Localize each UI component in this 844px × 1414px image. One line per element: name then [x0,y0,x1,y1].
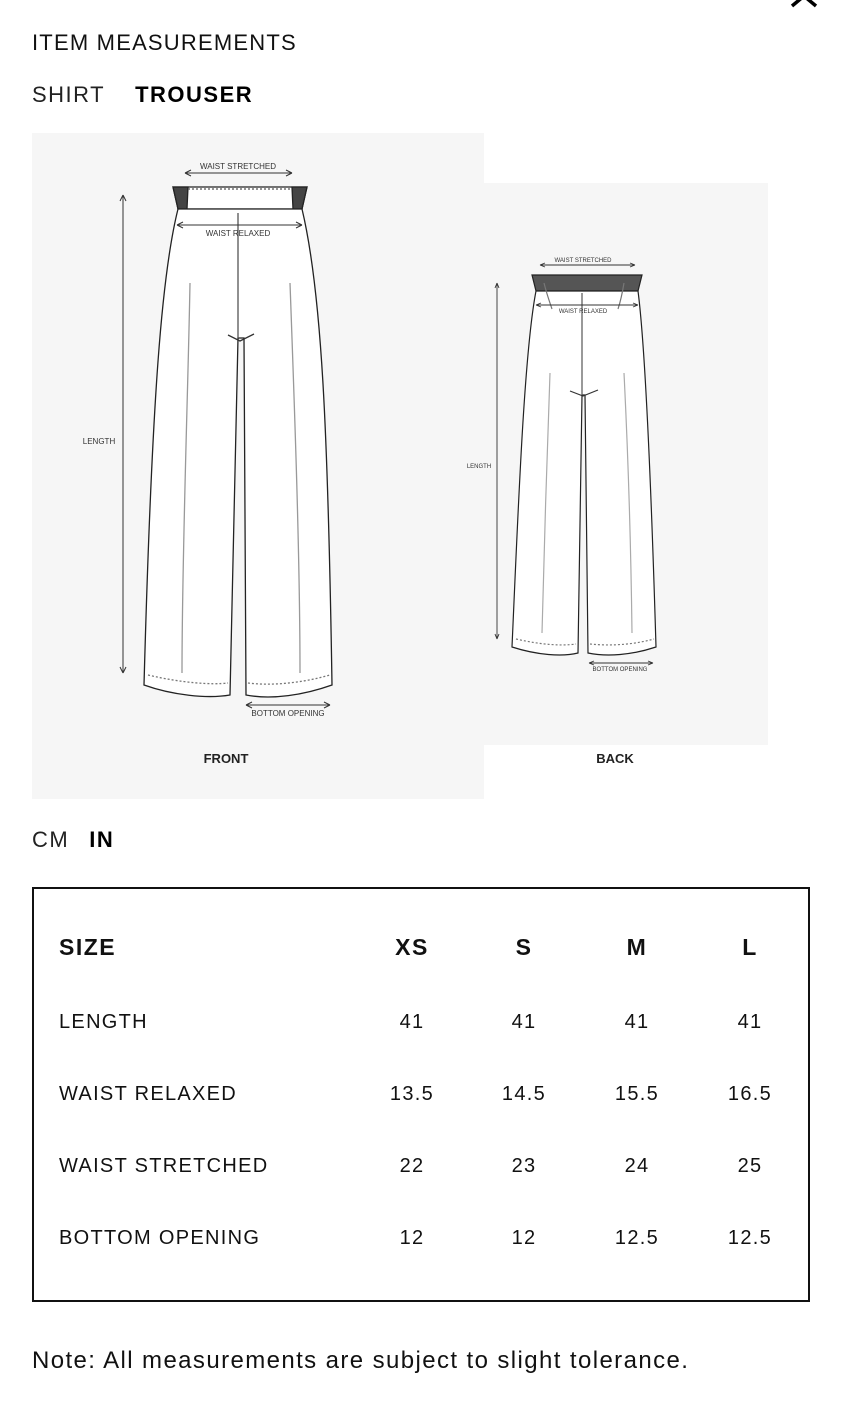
trouser-diagram [32,133,768,799]
page-title: ITEM MEASUREMENTS [32,30,297,55]
back-bottom-opening-label: BOTTOM OPENING [592,667,648,673]
table-cell: 12.5 [727,1227,773,1249]
tab-trouser[interactable]: TROUSER [135,82,254,107]
table-cell: 41 [399,1011,425,1033]
row-label: LENGTH [59,1011,148,1033]
front-waist-stretched-label: WAIST STRETCHED [199,162,277,171]
table-cell: 41 [737,1011,763,1033]
back-waist-stretched-label: WAIST STRETCHED [554,258,612,264]
size-header-m: M [626,934,648,960]
table-cell: 16.5 [727,1083,773,1105]
table-cell: 12.5 [614,1227,660,1249]
unit-in-button[interactable]: IN [89,827,115,852]
tolerance-note: Note: All measurements are subject to slight tolerance. [32,1347,690,1374]
table-row [34,1011,808,1041]
table-cell: 24 [624,1155,650,1177]
table-cell: 22 [399,1155,425,1177]
table-cell: 13.5 [389,1083,435,1105]
tab-shirt[interactable]: SHIRT [32,82,106,107]
table-row [34,1227,808,1257]
table-header-row [34,934,808,964]
table-cell: 15.5 [614,1083,660,1105]
size-header-l: L [742,934,758,960]
garment-tabs [32,82,253,108]
table-cell: 14.5 [501,1083,547,1105]
unit-cm-button[interactable]: CM [32,827,70,852]
front-waist-relaxed-label: WAIST RELAXED [205,229,271,238]
close-button[interactable] [786,0,822,8]
row-label: WAIST RELAXED [59,1083,238,1105]
size-header-s: S [515,934,533,960]
close-icon [786,0,822,8]
table-cell: 41 [511,1011,537,1033]
row-label: BOTTOM OPENING [59,1227,261,1249]
table-cell: 41 [624,1011,650,1033]
back-caption: BACK [596,751,634,766]
front-length-label: LENGTH [82,437,116,446]
size-header-xs: XS [395,934,429,960]
front-caption: FRONT [203,751,249,766]
table-row [34,1083,808,1113]
table-cell: 12 [511,1227,537,1249]
back-waist-relaxed-label: WAIST RELAXED [558,309,608,315]
row-label: WAIST STRETCHED [59,1155,269,1177]
unit-toggle [32,827,114,853]
size-column-header: SIZE [59,934,117,960]
table-cell: 25 [737,1155,763,1177]
table-cell: 12 [399,1227,425,1249]
size-table [32,887,810,1302]
table-cell: 23 [511,1155,537,1177]
front-bottom-opening-label: BOTTOM OPENING [251,709,325,718]
table-row [34,1155,808,1185]
back-length-label: LENGTH [466,464,492,470]
